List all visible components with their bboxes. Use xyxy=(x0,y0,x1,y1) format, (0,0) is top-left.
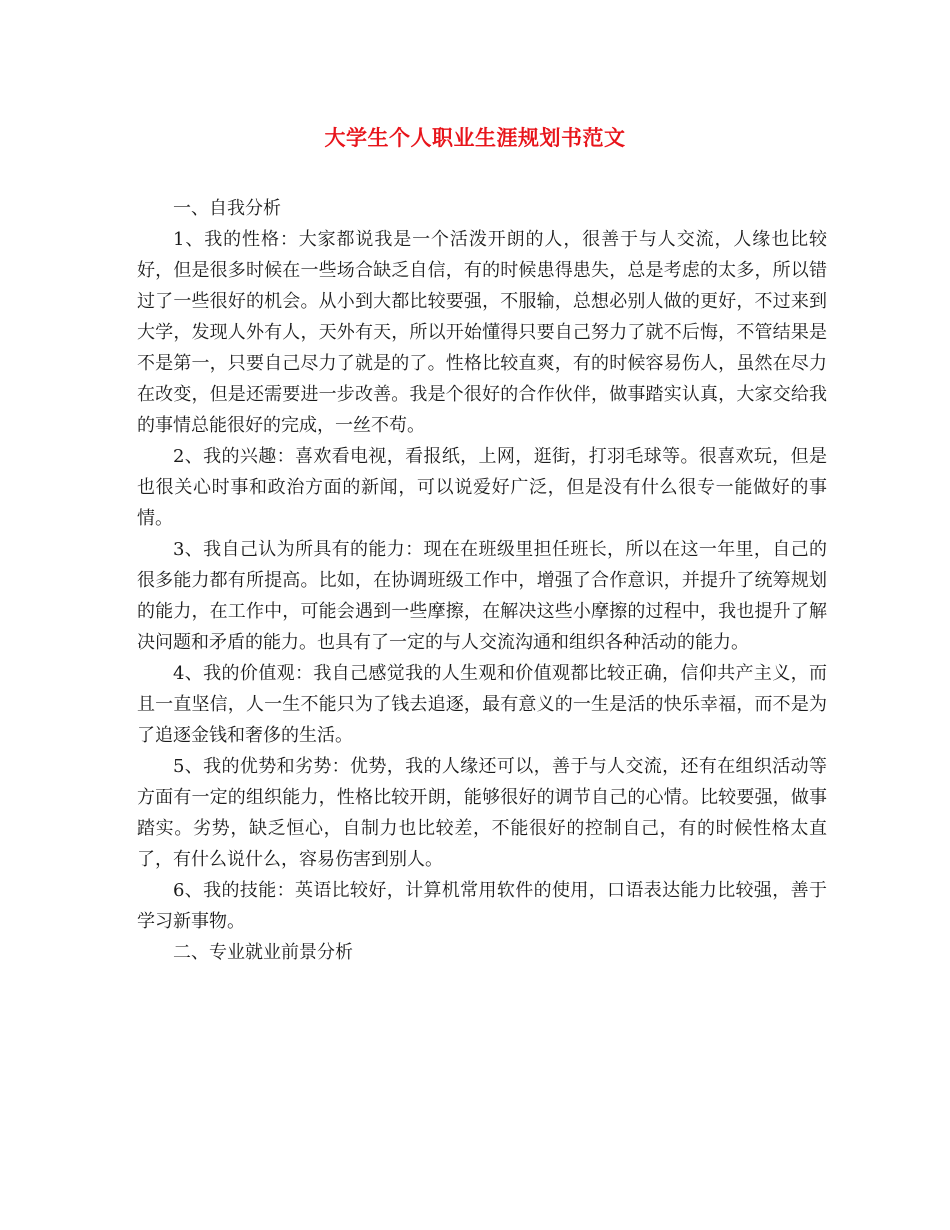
document-title: 大学生个人职业生涯规划书范文 xyxy=(324,125,626,150)
paragraph-skills: 6、我的技能：英语比较好，计算机常用软件的使用，口语表达能力比较强，善于学习新事物。 xyxy=(137,880,827,932)
paragraph-strengths-weaknesses: 5、我的优势和劣势：优势，我的人缘还可以，善于与人交流，还有在组织活动等方面有一定的组织能力，性格比较开朗，能够很好的调节自己的心情。比较要强，做事踏实。劣势，缺乏恒心，自制力也比较差，不能很好的控制自己，有的时候性格太直了，有什么说什么，容易伤害到别人。 xyxy=(137,756,827,870)
section-heading-self-analysis: 一、自我分析 xyxy=(173,198,281,219)
paragraph-abilities: 3、我自己认为所具有的能力：现在在班级里担任班长，所以在这一年里，自己的很多能力都有所提高。比如，在协调班级工作中，增强了合作意识，并提升了统筹规划的能力，在工作中，可能会遇到一些摩擦，在解决这些小摩擦的过程中，我也提升了解决问题和矛盾的能力。也具有了一定的与人交流沟通和组织各种活动的能力。 xyxy=(137,539,827,653)
paragraph-values: 4、我的价值观：我自己感觉我的人生观和价值观都比较正确，信仰共产主义，而且一直坚信，人一生不能只为了钱去追逐，最有意义的一生是活的快乐幸福，而不是为了追逐金钱和奢侈的生活。 xyxy=(137,663,827,746)
paragraph-personality: 1、我的性格：大家都说我是一个活泼开朗的人，很善于与人交流，人缘也比较好，但是很多时候在一些场合缺乏自信，有的时候患得患失，总是考虑的太多，所以错过了一些很好的机会。从小到大都比较要强，不服输，总想必别人做的更好，不过来到大学，发现人外有人，天外有天，所以开始懂得只要自己努力了就不后悔，不管结果是不是第一，只要自己尽力了就是的了。性格比较直爽，有的时候容易伤人，虽然在尽力在改变，但是还需要进一步改善。我是个很好的合作伙伴，做事踏实认真，大家交给我的事情总能很好的完成，一丝不苟。 xyxy=(137,229,827,436)
section-heading-career-outlook: 二、专业就业前景分析 xyxy=(173,942,353,963)
document-body xyxy=(137,193,827,968)
paragraph-interests: 2、我的兴趣：喜欢看电视，看报纸，上网，逛街，打羽毛球等。很喜欢玩，但是也很关心时事和政治方面的新闻，可以说爱好广泛，但是没有什么很专一能做好的事情。 xyxy=(137,446,827,529)
